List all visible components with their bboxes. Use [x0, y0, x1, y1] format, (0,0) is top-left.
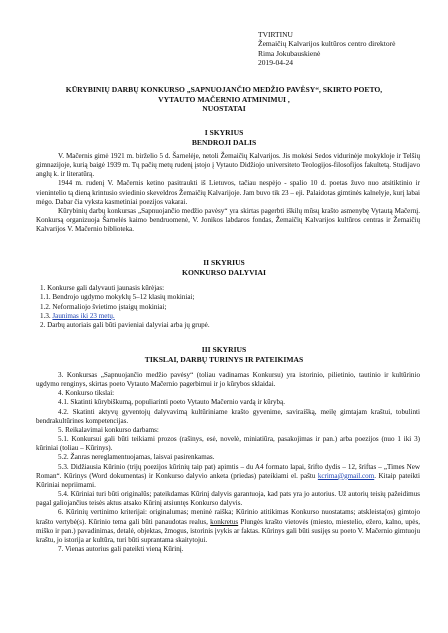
paragraph [36, 508, 420, 545]
paragraph: V. Mačernis gimė 1921 m. birželio 5 d. Šarnelėje, netoli Žemaičių Kalvarijos. Jis mokėsi Sedos vidurinėje mokykloje ir Telšių gimnazijoje, kurią baigė 1939 m. Tų pačių metų rudenį įstojo į Vytauto Didžiojo universiteto Teologijos-filosofijos fakultetą. Studijavo anglų k. ir literatūrą. [36, 152, 420, 179]
paragraph: 7. Vienas autorius gali pateikti vieną Kūrinį. [58, 544, 184, 553]
participants-list [40, 284, 420, 330]
section-title: TIKSLAI, DARBŲ TURINYS IR PATEIKIMAS [144, 354, 304, 364]
title-line: KŪRYBINIŲ DARBŲ KONKURSO „SAPNUOJANČIO MEDŽIO PAVĖSY“, SKIRTO POETO, [65, 85, 383, 94]
approval-line: Žemaičių Kalvarijos kultūros centro direktorė [258, 39, 396, 49]
section-2-heading [34, 258, 414, 277]
paragraph-text: Plungės krašto vietovės (miesto, miestelio, ežero, kalno, upės, miško ir pan.) pavadinimas, detalė, objektas, žmogus, istorinis įvykis ar faktas. Kūrinys gali būti susijęs su poeto V. Mačernio gimtuoju kraštu, jo istorija ar kultūra, turi būti suprantama skaitytojui. [36, 517, 420, 544]
list-item: 1. Konkurse gali dalyvauti jaunasis kūrėjas: [40, 284, 165, 292]
paragraph [36, 463, 420, 490]
title-line: NUOSTATAI [202, 104, 246, 113]
section-number: I SKYRIUS [204, 128, 244, 137]
paragraph: 5.2. Žanras nereglamentuojamas, laisvai pasirenkamas. [58, 453, 215, 462]
paragraph: 4.1. Skatinti kūrybiškumą, populiarinti poeto Vytauto Mačernio vardą ir kūrybą. [58, 398, 286, 407]
underlined-word: konkretus [210, 517, 239, 526]
section-1-body [36, 152, 420, 234]
approval-line: TVIRTINU [258, 30, 293, 39]
paragraph: 5.1. Konkursui gali būti teikiami prozos (rašinys, esė, novelė, miniatiūra, pasakojimas ir pan.) arba poezijos (nuo 1 iki 3) kūriniai (toliau – Kūrinys). [36, 435, 420, 453]
section-3-body [36, 371, 420, 554]
paragraph: 1944 m. rudenį V. Mačernis ketino pasitraukti iš Lietuvos, tačiau nespėjo - spalio 10 d. poetas žuvo nuo atsitiktinio ir vienintelio tą dieną krintusio sviedinio skeveldros Žemaičių Kalvarijoje. Jam buvo tik 23 – eji. Palaidotas gimtinės kalnelyje, kurį labai mėgo. Dabar čia vyksta kasmetiniai poezijos vakarai. [36, 179, 420, 206]
list-item: 1.2. Neformaliojo švietimo įstaigų mokiniai; [40, 302, 167, 311]
section-title: KONKURSO DALYVIAI [182, 267, 266, 277]
document-title [34, 85, 414, 114]
approval-date: 2019-04-24 [258, 58, 293, 68]
list-item [40, 312, 420, 321]
list-item: 2. Darbų autoriais gali būti pavieniai dalyviai arba jų grupė. [40, 321, 210, 330]
paragraph: 5. Reikalavimai konkurso darbams: [58, 425, 159, 434]
list-number: 1.3. [40, 311, 53, 320]
approval-line: Rima Jokubauskienė [258, 48, 321, 58]
section-3-heading [34, 345, 414, 364]
youth-link[interactable]: Jaunimas iki 23 metų. [52, 311, 115, 320]
title-line: VYTAUTO MAČERNIO ATMINIMUI , [158, 94, 290, 104]
paragraph-text: 5.3. Didžiausia Kūrinio (trijų poezijos kūrinių taip pat) apimtis – du A4 formato lapai, šrifto dydis – 12, šriftas – „Times New Roman“. Kūrinys (Word dokumentas) ir Konkurso dalyvio anketa (priedas) pateikiami el. paštu [36, 462, 420, 480]
email-link[interactable]: kcrima@gmail.com [317, 471, 375, 480]
section-number: III SKYRIUS [201, 345, 247, 354]
section-1-heading [34, 128, 414, 147]
paragraph-text: 6. Kūrinių vertinimo kriterijai: originalumas; meninė raiška; Kūrinio atitikimas Konkurso nuostatams; atskleista(os) gimtojo krašto vertybė(s). Kūrinio tema gali būti panaudotas realus, [36, 508, 420, 526]
paragraph: 5.4. Kūriniai turi būti originalūs; pateikdamas Kūrinį dalyvis garantuoja, kad pats yra jo autorius. Už autorių teisių pažeidimus pagal galiojančius teisės aktus atsako Kūrinį atsiuntęs Konkurso dalyvis. [36, 490, 420, 508]
approval-block [258, 30, 395, 68]
section-number: II SKYRIUS [203, 258, 245, 267]
paragraph-text: . Kitaip pateikti Kūriniai nepriimami. [36, 471, 420, 489]
list-item: 1.1. Bendrojo ugdymo mokyklų 5–12 klasių mokiniai; [40, 293, 195, 302]
section-title: BENDROJI DALIS [191, 137, 257, 147]
paragraph: 4.2. Skatinti aktyvų gyventojų dalyvavimą kultūriniame krašto gyvenime, saviraišką, meilę gimtajam kraštui, tobulinti bendrakultūrines kompetencijas. [36, 407, 420, 425]
paragraph: Kūrybinių darbų konkursas „Sapnuojančio medžio pavėsy“ yra skirtas pagerbti iškilų mūsų krašto asmenybę Vytautą Mačernį. Konkursą organizuoja Šarnelės kaimo bendruomenė, V. Jonikos labdaros fondas, Žemaičių Kalvarijos kultūros centras ir Žemaičių Kalvarijos V. Mačernio biblioteka. [36, 206, 420, 234]
paragraph: 3. Konkursas „Sapnuojančio medžio pavėsy“ (toliau vadinamas Konkursu) yra istorinio, pilietinio, tautinio ir kultūrinio ugdymo renginys, skirtas poeto Vytauto Mačernio pagerbimui ir jo kūrybos sklaidai. [36, 371, 420, 389]
paragraph: 4. Konkurso tikslai: [58, 389, 115, 398]
